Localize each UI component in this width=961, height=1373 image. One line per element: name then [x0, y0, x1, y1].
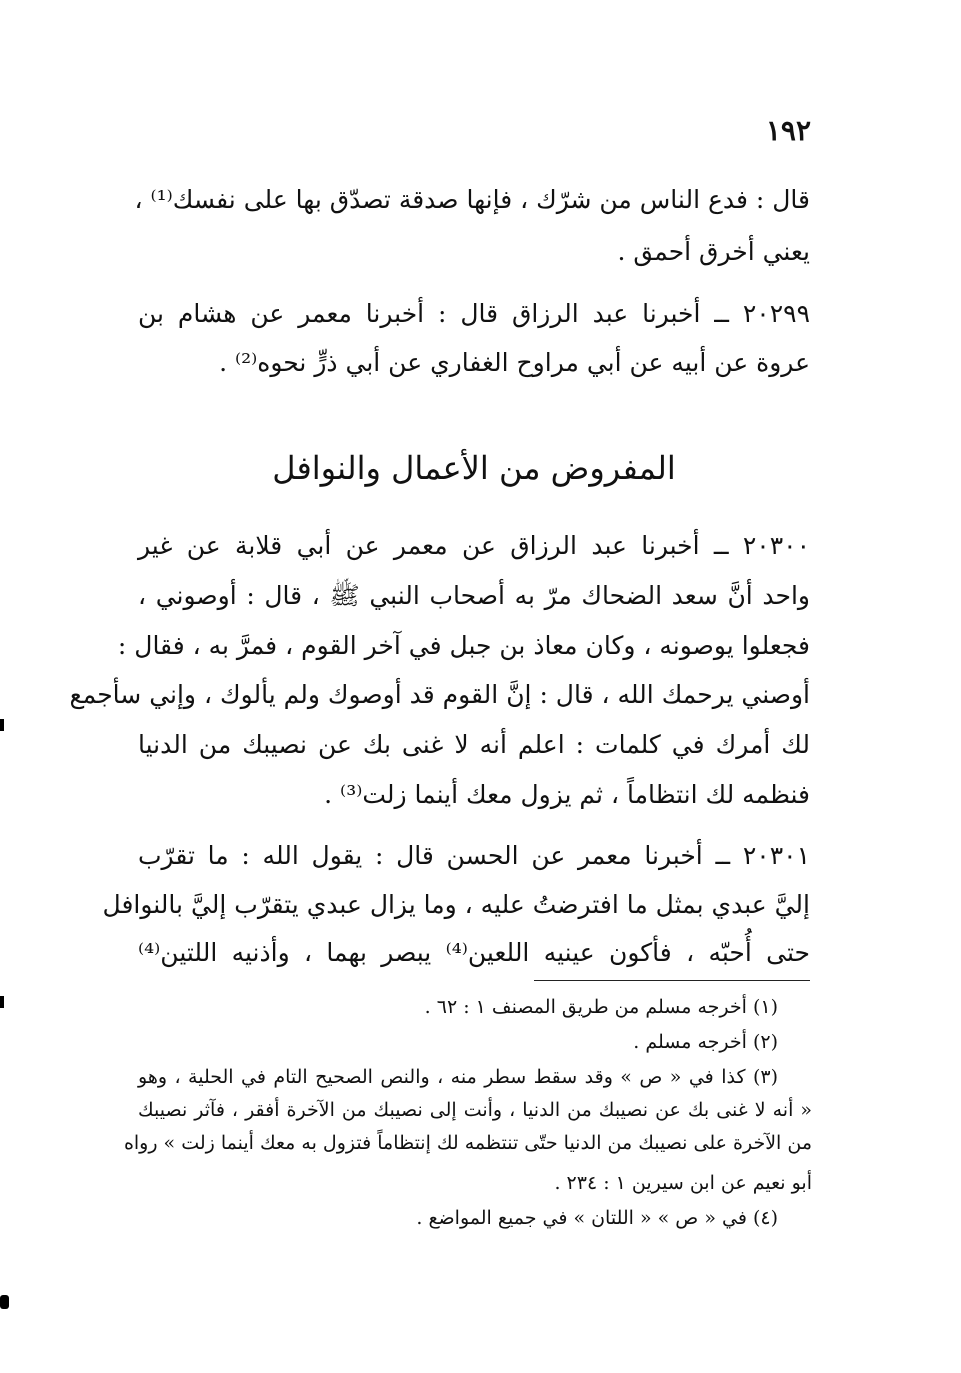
section-line: ٢٠٣٠١ ــ أخبرنا معمر عن الحسن قال : يقول الله : ما تقرّب: [138, 841, 810, 870]
footnote-item: (٢) أخرجه مسلم .: [633, 1031, 778, 1053]
body-line: عروة عن أبيه عن أبي مراوح الغفاري عن أبي ذرٍّ نحوه⁽²⁾ .: [219, 348, 810, 377]
body-line: يعني أخرق أحمق .: [617, 237, 810, 266]
body-line: ٢٠٢٩٩ ــ أخبرنا عبد الرزاق قال : أخبرنا معمر عن هشام بن: [138, 299, 810, 328]
footnote-item: (٤) في « ص » « اللتان » في جميع المواضع .: [416, 1207, 778, 1229]
footnote-item: (١) أخرجه مسلم من طريق المصنف ١ : ٦٢ .: [424, 996, 778, 1018]
footnote-item: أبو نعيم عن ابن سيرين ١ : ٢٣٤ .: [554, 1172, 812, 1194]
section-line: واحد أنَّ سعد الضحاك مرّ به أصحاب النبي ﷺ ، قال : أوصوني ،: [138, 581, 810, 610]
section-line: إليَّ عبدي بمثل ما افترضتُ عليه ، وما يزال عبدي يتقرّب إليَّ بالنوافل: [102, 890, 810, 919]
section-line: لك أمرك في كلمات : اعلم أنه لا غنى بك عن نصيبك من الدنيا: [138, 730, 810, 759]
body-line: قال : فدع الناس من شرّك ، فإنها صدقة تصدّق بها على نفسك⁽¹⁾ ،: [134, 185, 810, 214]
section-line: ٢٠٣٠٠ ــ أخبرنا عبد الرزاق عن معمر عن أبي قلابة عن غير: [138, 531, 810, 560]
footnote-divider: [534, 980, 810, 981]
footnote-item: من الآخرة على نصيبك من الدنيا حتّى تنتظمه لك إنتظاماً فتزول به معك أينما زلت » رواه: [123, 1132, 812, 1154]
section-line: فجعلوا يوصونه ، وكان معاذ بن جبل في آخر القوم ، فمرَّ به ، فقال :: [117, 631, 810, 660]
footnote-item: « أنه لا غنى بك عن نصيبك من الدنيا ، وأنت إلى نصيبك من الآخرة أفقر ، فآثر نصيبك: [138, 1099, 812, 1121]
section-line: حتى أُحبّه ، فأكون عينيه اللعين⁽⁴⁾ يبصر بهما ، وأذنيه اللتين⁽⁴⁾: [138, 938, 810, 967]
scan-mark: [0, 1295, 9, 1309]
section-line: فنظمه لك انتظاماً ، ثم يزول معك أينما زلت⁽³⁾ .: [324, 780, 810, 809]
section-line: أوصني يرحمك الله ، قال : إنَّ القوم قد أوصوك ولم يألوك ، وإني سأجمع: [69, 680, 810, 709]
scan-mark: [0, 719, 4, 731]
footnote-item: (٣) كذا في « ص » وقد سقط سطر منه ، والنص الصحيح التام في الحلية ، وهو: [138, 1066, 778, 1088]
section-heading: المفروض من الأعمال والنوافل: [272, 449, 676, 487]
scan-mark: [0, 996, 4, 1008]
page-number: ١٩٢: [765, 114, 811, 147]
